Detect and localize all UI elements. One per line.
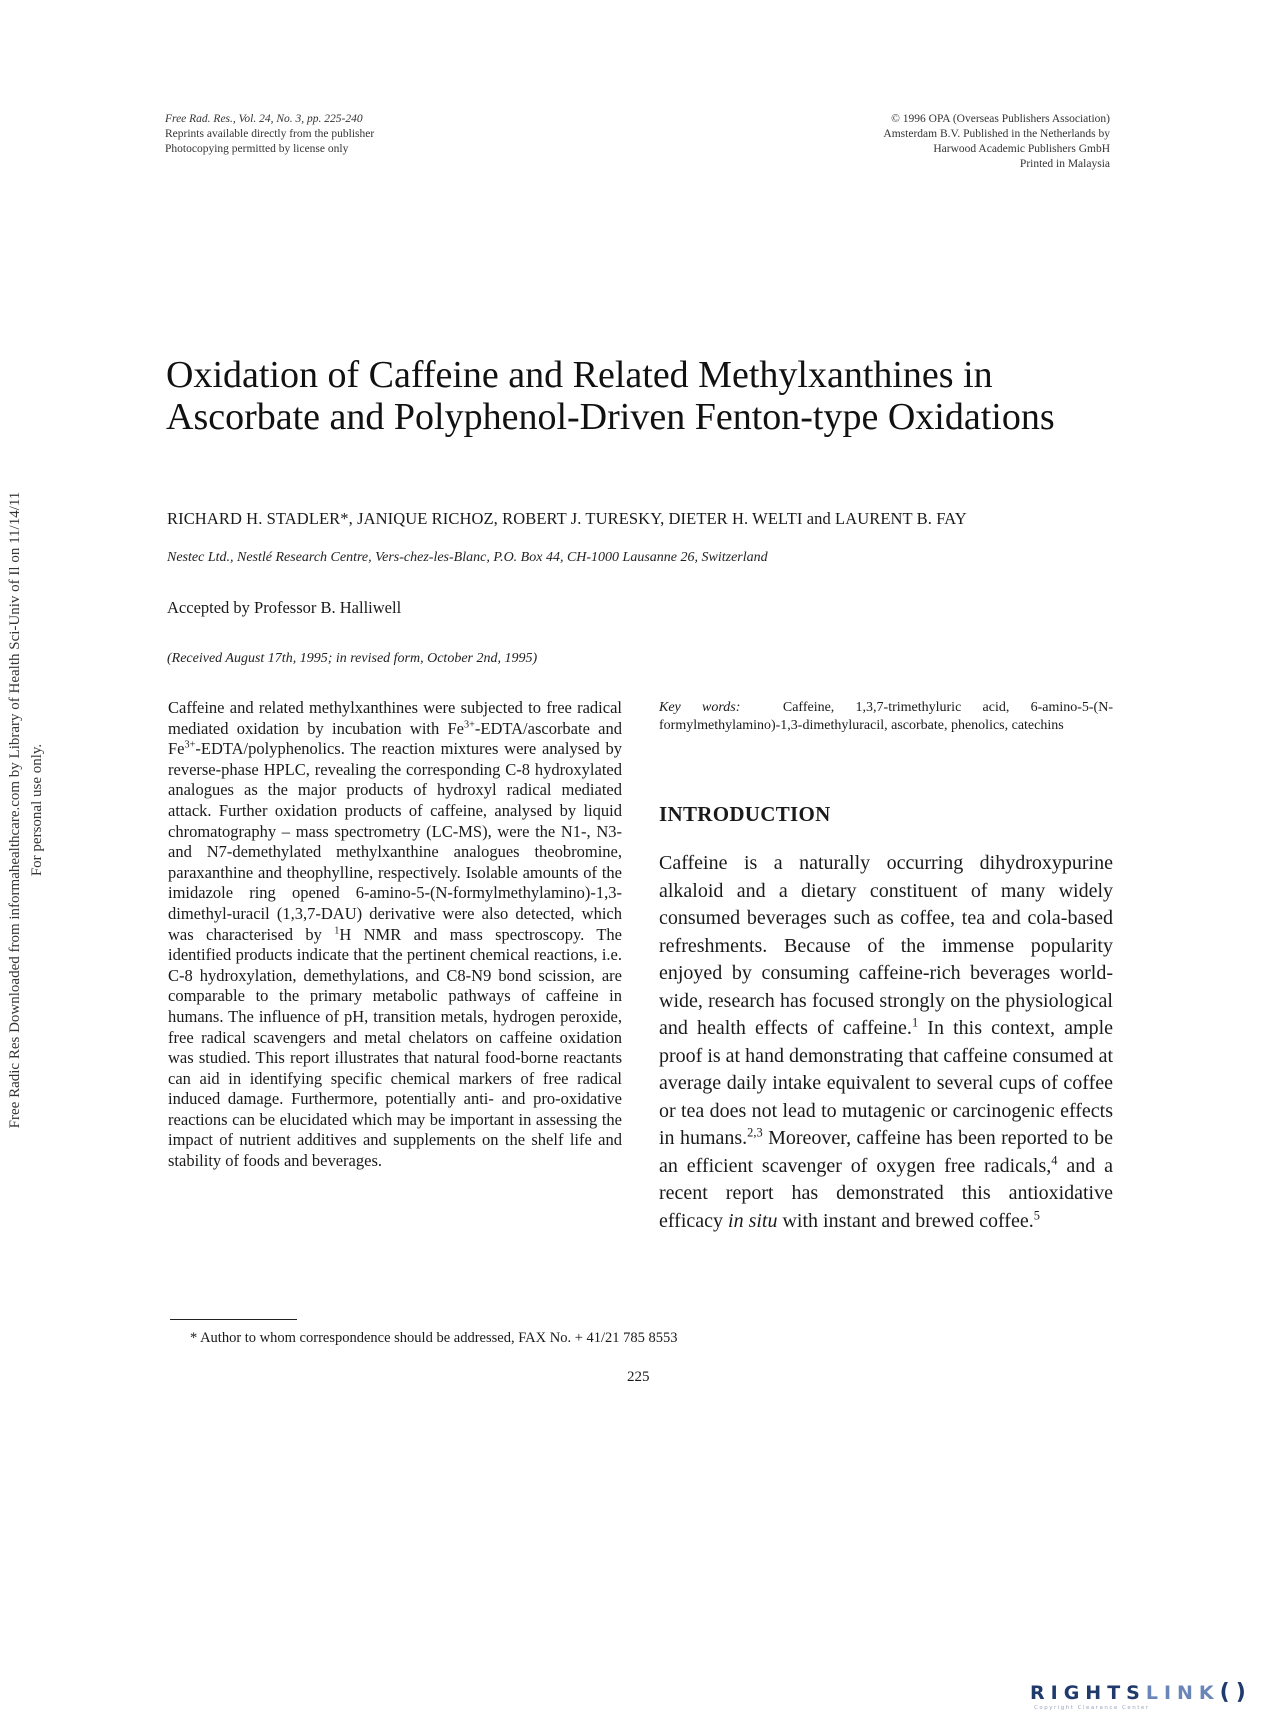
affiliation: Nestec Ltd., Nestlé Research Centre, Vers-chez-les-Blanc, P.O. Box 44, CH-1000 Lausanne 26, Switzerland <box>167 550 768 565</box>
article-title: Oxidation of Caffeine and Related Methylxanthines in Ascorbate and Polyphenol-Driven Fenton-type Oxidations <box>166 354 1055 438</box>
publisher-info <box>883 112 1110 172</box>
download-watermark <box>4 380 48 1240</box>
footnote: * Author to whom correspondence should be addressed, FAX No. + 41/21 785 8553 <box>190 1330 678 1346</box>
publisher-line: Amsterdam B.V. Published in the Netherlands by <box>883 128 1110 140</box>
reprints-note: Reprints available directly from the publisher <box>165 128 375 140</box>
watermark-line-2: For personal use only. <box>29 743 45 877</box>
watermark-line-1: Free Radic Res Downloaded from informahealthcare.com by Library of Health Sci-Univ of Il on 11/14/11 <box>7 491 23 1129</box>
copyright-line: © 1996 OPA (Overseas Publishers Association) <box>891 113 1110 125</box>
keywords-label: Key words: <box>659 700 741 715</box>
keywords-text: Caffeine, 1,3,7-trimethyluric acid, 6-amino-5-(N-formylmethylamino)-1,3-dimethyluracil, ascorbate, phenolics, catechins <box>659 700 1113 733</box>
section-heading-introduction: INTRODUCTION <box>659 802 831 826</box>
footnote-rule <box>170 1319 297 1320</box>
journal-info <box>165 112 374 157</box>
abstract: Caffeine and related methylxanthines were subjected to free radical mediated oxidation by incubation with $Fe^{3+}-EDTA$/ascorbate and $Fe^{3+}-EDTA$/polyphenolics. The reaction mixtures were analysed by reverse-phase HPLC, revealing the corresponding C-8 hydroxylated analogues as the major products of hydroxyl radical mediated attack. Further oxidation products of caffeine, analysed by liquid chromatography – mass spectrometry (LC-MS), were the N1-, N3- and N7-demethylated methylxanthine analogues theobromine, paraxanthine and theophylline, respectively. Isolable amounts of the imidazole ring opened 6-amino-5-(N-formylmethylamino)-1,3-dimethyl-uracil (1,3,7-DAU) derivative were also detected, which was characterised by $^1$H NMR and mass spectroscopy. The identified products indicate that the pertinent chemical reactions, i.e. C-8 hydroxylation, demethylations, and C8-N9 bond scission, are comparable to the primary metabolic pathways of caffeine in humans. The influence of pH, transition metals, hydrogen peroxide, free radical scavengers and metal chelators on caffeine oxidation was studied. This report illustrates that natural food-borne reactants can aid in identifying specific chemical markers of free radical induced damage. Furthermore, potentially anti- and pro-oxidative reactions can be elucidated which may be important in assessing the impact of nutrient additives and supplements on the shelf life and stability of foods and beverages. <box>168 698 622 1171</box>
received-dates: (Received August 17th, 1995; in revised form, October 2nd, 1995) <box>167 651 538 666</box>
rightslink-logo[interactable]: RIGHTSLINK() <box>1030 1680 1252 1705</box>
author-list: RICHARD H. STADLER*, JANIQUE RICHOZ, ROBERT J. TURESKY, DIETER H. WELTI and LAURENT B. FAY <box>167 509 967 528</box>
printed-in: Printed in Malaysia <box>1019 158 1110 170</box>
publisher-name: Harwood Academic Publishers GmbH <box>933 143 1110 155</box>
introduction-text: Caffeine is a naturally occurring dihydroxypurine alkaloid and a dietary constituent of many widely consumed beverages such as coffee, tea and cola-based refreshments. Because of the immense popularity enjoyed by consuming caffeine-rich beverages world-wide, research has focused strongly on the physiological and health effects of caffeine.$^1$ In this context, ample proof is at hand demonstrating that caffeine consumed at average daily intake equivalent to several cups of coffee or tea does not lead to mutagenic or carcinogenic effects in humans.$^{2,3}$ Moreover, caffeine has been reported to be an efficient scavenger of oxygen free radicals,$^4$ and a recent report has demonstrated this antioxidative efficacy in situ with instant and brewed coffee.$^5$ <box>659 852 1114 1232</box>
journal-citation: Free Rad. Res., Vol. 24, No. 3, pp. 225-240 <box>165 113 363 125</box>
keywords <box>659 699 1113 735</box>
rightslink-tagline: Copyright Clearance Center <box>1034 1705 1150 1711</box>
accepted-by: Accepted by Professor B. Halliwell <box>167 598 402 617</box>
photocopy-note: Photocopying permitted by license only <box>165 143 349 155</box>
page-number: 225 <box>627 1369 650 1385</box>
